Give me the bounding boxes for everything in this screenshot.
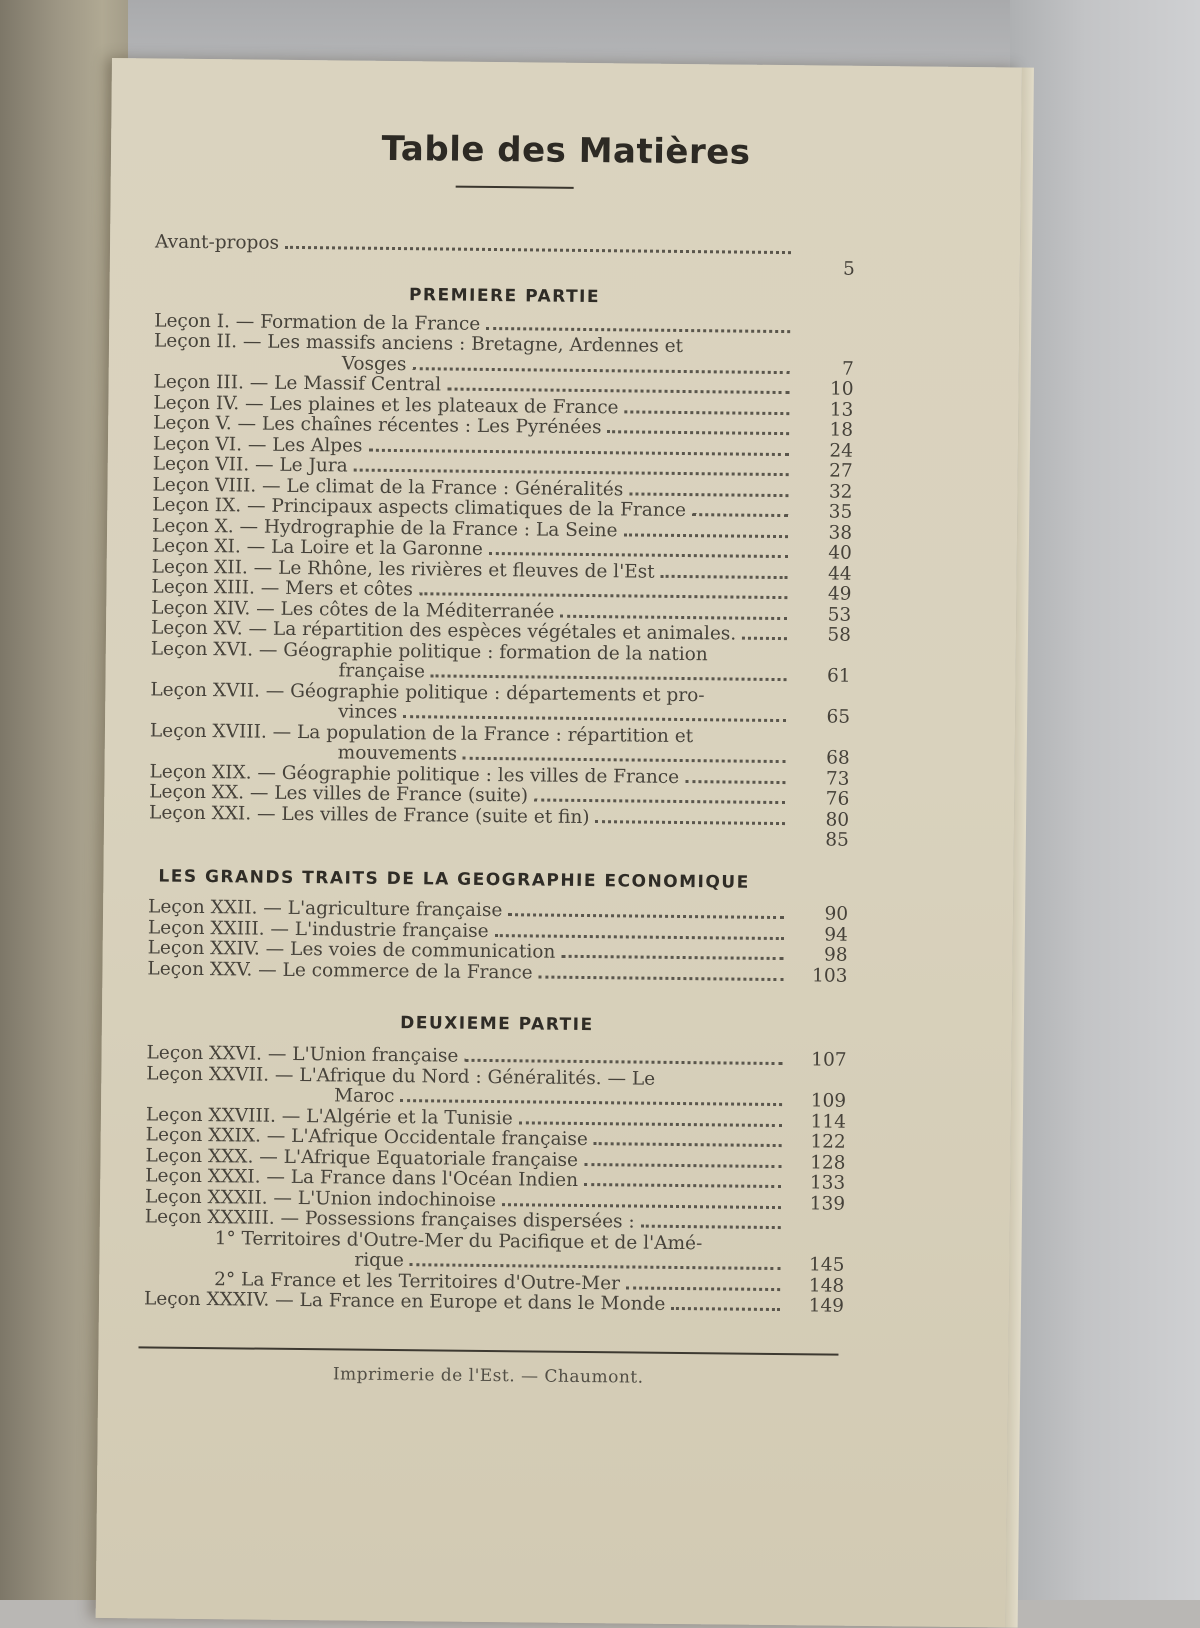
table-of-contents	[144, 228, 855, 1317]
entry-page: 90	[824, 903, 849, 925]
entry-label-line: Leçon XXV. — Le commerce de la France	[147, 957, 533, 983]
entry-page: 13	[829, 399, 854, 421]
title-rule	[456, 186, 574, 189]
entry-page: 44	[827, 563, 852, 585]
part2-entries	[144, 1043, 847, 1317]
entry-page: 32	[828, 481, 853, 503]
entry-page: 94	[824, 924, 848, 946]
entry-page: 18	[829, 419, 854, 441]
entry-page: 10	[829, 378, 854, 400]
entry-page: 109	[810, 1090, 847, 1112]
entry-page: 61	[826, 665, 851, 687]
entry-page: 149	[808, 1295, 845, 1317]
entry-page: 85	[825, 829, 849, 851]
entry-page: 38	[828, 522, 853, 544]
entry-label-line: Leçon XXX. — L'Afrique Equatoriale française	[145, 1144, 579, 1171]
entry-page: 7	[841, 358, 854, 380]
part1-entries	[149, 311, 854, 831]
entry-label-line: Leçon XXVII. — L'Afrique du Nord : Généralités. — Le	[146, 1062, 656, 1090]
entry-page: 122	[810, 1131, 846, 1153]
entry-label-line: Leçon XXXII. — L'Union indochinoise	[144, 1185, 497, 1211]
section-heading-econ: LES GRANDS TRAITS DE LA GEOGRAPHIE ECONOMIQUE	[158, 866, 750, 893]
entry-label-line: Leçon VII. — Le Jura	[152, 453, 348, 477]
entry-page: 65	[826, 706, 851, 728]
entry-label-line: Leçon X. — Hydrographie de la France : La Seine	[151, 514, 618, 541]
imprint: Imprimerie de l'Est. — Chaumont.	[332, 1364, 644, 1388]
entry-label-line: Leçon XXXI. — La France dans l'Océan Indien	[145, 1165, 579, 1191]
entry-label-line: Leçon XX. — Les villes de France (suite)	[149, 781, 529, 807]
entry-page: 107	[811, 1049, 847, 1071]
page-title: Table des Matières	[381, 128, 751, 173]
entry-label-line: mouvements	[337, 742, 458, 765]
entry-page: 139	[809, 1192, 846, 1215]
entry-page: 35	[828, 501, 853, 523]
entry-page: 68	[826, 747, 850, 769]
entry-page: 5	[842, 258, 855, 280]
entry-label-line: Leçon XIII. — Mers et côtes	[151, 576, 414, 601]
section-heading-part1: PREMIERE PARTIE	[408, 284, 601, 307]
entry-label-line: Vosges	[341, 352, 407, 375]
entry-page: 148	[808, 1274, 845, 1297]
entry-label-line: Leçon XV. — La répartition des espèces végétales et animales.	[150, 617, 737, 645]
book-page	[96, 58, 1022, 1627]
entry-label-line: Leçon XIX. — Géographie politique : les villes de France	[149, 760, 680, 788]
toc-entry-avant-propos	[155, 232, 855, 280]
entry-label-line: Leçon XXXIV. — La France en Europe et dans le Monde	[143, 1288, 666, 1315]
section-heading-part2: DEUXIEME PARTIE	[400, 1013, 594, 1036]
entry-label-line: Leçon XXII. — L'agriculture française	[148, 896, 503, 922]
footer-rule	[138, 1346, 838, 1355]
entry-label-line: Leçon XXIII. — L'industrie française	[147, 916, 489, 942]
entry-label-line: Leçon VIII. — Le climat de la France : Généralités	[152, 473, 624, 500]
entry-label-line: française	[338, 660, 426, 683]
entry-label-line: Leçon XI. — La Loire et la Garonne	[151, 535, 483, 560]
entry-label-line: Leçon XXIX. — L'Afrique Occidentale française	[145, 1124, 589, 1151]
entry-page: 24	[829, 440, 854, 462]
entry-label-line: Leçon XII. — Le Rhône, les rivières et fleuves de l'Est	[151, 555, 655, 583]
entry-label-line: Leçon VI. — Les Alpes	[152, 432, 363, 457]
entry-label-line: vinces	[338, 701, 398, 724]
entry-label-line: 1° Territoires d'Outre-Mer du Pacifique et de l'Amé-	[214, 1227, 703, 1254]
entry-page: 76	[825, 788, 850, 810]
entry-page: 40	[828, 542, 852, 564]
entry-label: Avant-propos	[154, 231, 280, 254]
entry-label-line: Leçon XVII. — Géographie politique : départements et pro-	[150, 678, 705, 706]
entry-label-line: Leçon V. — Les chaînes récentes : Les Pyrénées	[153, 412, 602, 439]
entry-label-line: Leçon XVI. — Géographie politique : formation de la nation	[150, 637, 708, 665]
entry-page: 133	[809, 1172, 846, 1194]
entry-page: 58	[827, 624, 852, 646]
entry-page: 128	[810, 1151, 846, 1174]
entry-page: 27	[829, 460, 853, 482]
econ-entries	[147, 897, 848, 986]
entry-label-line: rique	[354, 1249, 405, 1272]
entry-label-line: Leçon XXVIII. — L'Algérie et la Tunisie	[145, 1103, 513, 1129]
entry-label-line: Leçon XXXIII. — Possessions françaises dispersées :	[144, 1206, 635, 1233]
entry-page: 73	[825, 768, 850, 790]
background-right	[1010, 0, 1200, 1600]
entry-label-line: Leçon I. — Formation de la France	[154, 309, 481, 335]
entry-page: 103	[812, 964, 848, 987]
entry-page: 145	[808, 1254, 845, 1276]
entry-label-line: Leçon IX. — Principaux aspects climatiques de la France	[152, 494, 687, 522]
entry-label-line: Leçon II. — Les massifs anciens : Bretagne, Ardennes et	[153, 330, 684, 357]
entry-label-line: Leçon XXIV. — Les voies de communication	[147, 937, 556, 963]
entry-label-line: Maroc	[334, 1085, 395, 1108]
entry-page: 114	[810, 1110, 847, 1133]
entry-label-line: Leçon III. — Le Massif Central	[153, 371, 442, 396]
entry-page: 49	[827, 583, 852, 605]
entry-label-line: Leçon XXI. — Les villes de France (suite et fin)	[148, 801, 590, 828]
entry-label-line: Leçon XXVI. — L'Union française	[146, 1042, 459, 1067]
entry-label-line: Leçon XIV. — Les côtes de la Méditerranée	[151, 596, 555, 623]
entry-page: 80	[825, 809, 850, 831]
entry-page: 98	[823, 944, 848, 966]
entry-label-line: Leçon XVIII. — La population de la France : répartition et	[149, 719, 694, 747]
entry-label-line: Leçon IV. — Les plaines et les plateaux de France	[153, 391, 619, 418]
entry-label-line: 2° La France et les Territoires d'Outre-Mer	[214, 1268, 621, 1294]
entry-page: 53	[827, 604, 852, 626]
